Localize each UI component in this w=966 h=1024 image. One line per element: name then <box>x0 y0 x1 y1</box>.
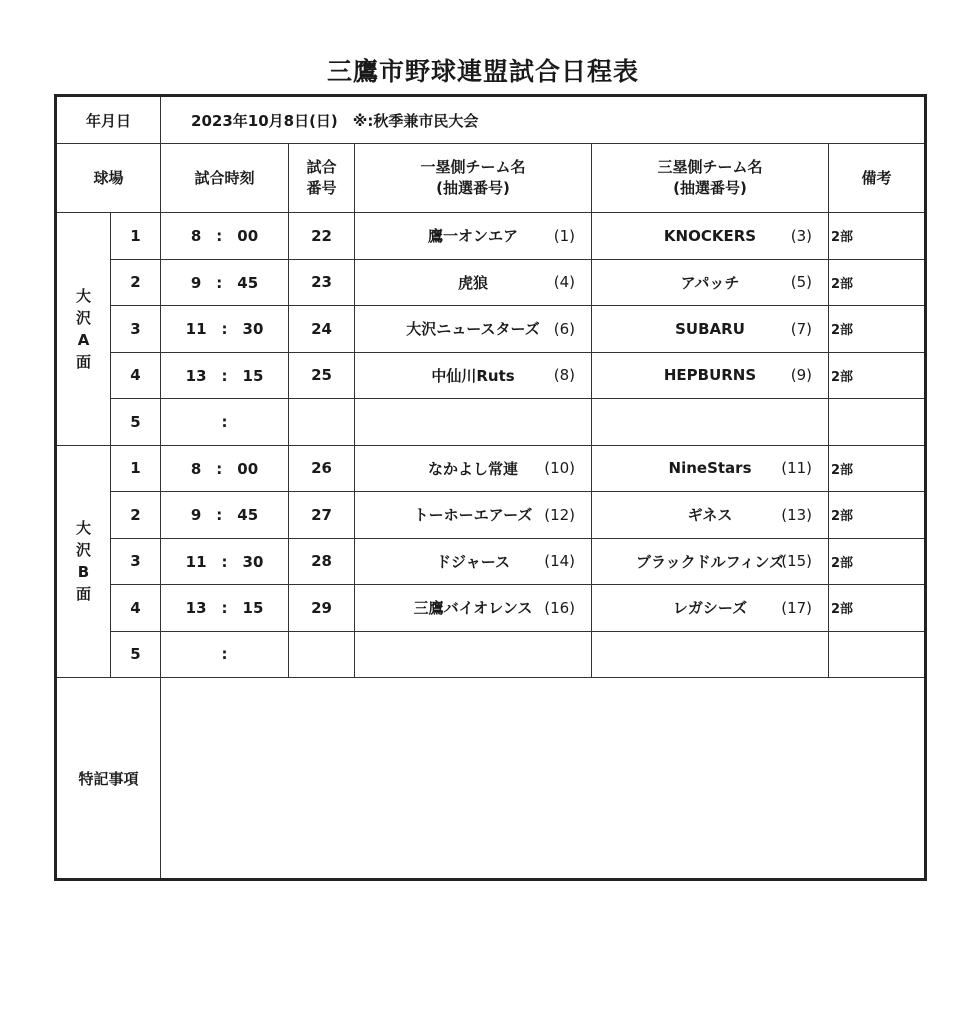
first-base-team-name: 鷹一オンエア <box>428 227 519 246</box>
game-time: 8 : 00 <box>161 445 289 492</box>
third-base-team-name: HEPBURNS <box>663 366 757 385</box>
first-base-lottery-number: (10) <box>544 459 576 478</box>
game-slot-number: 5 <box>111 399 161 446</box>
first-base-lottery-number: (1) <box>553 226 576 245</box>
column-header-row <box>56 144 926 213</box>
game-number: 22 <box>289 213 355 260</box>
header-game-number: 試合 番号 <box>289 144 355 213</box>
date-label: 年月日 <box>56 96 161 144</box>
third-base-team-cell <box>592 492 829 539</box>
third-base-team-cell <box>592 259 829 306</box>
game-slot-number: 4 <box>111 585 161 632</box>
first-base-team-cell <box>355 213 592 260</box>
header-third-base-team: 三塁側チーム名 (抽選番号) <box>592 144 829 213</box>
table-row <box>56 585 926 632</box>
third-base-lottery-number: (5) <box>790 273 813 292</box>
third-base-team-cell <box>592 352 829 399</box>
third-base-lottery-number: (11) <box>781 459 813 478</box>
game-time: 11 : 30 <box>161 306 289 353</box>
game-number: 27 <box>289 492 355 539</box>
third-base-team-name: レガシーズ <box>672 599 748 618</box>
game-number: 23 <box>289 259 355 306</box>
first-base-team-cell <box>355 585 592 632</box>
remarks-cell: 2部 <box>829 352 926 399</box>
table-row <box>56 538 926 585</box>
table-row <box>56 399 926 446</box>
game-number: 29 <box>289 585 355 632</box>
game-number: 28 <box>289 538 355 585</box>
third-base-team-name: ギネス <box>687 506 733 525</box>
special-notes-label: 特記事項 <box>56 678 161 880</box>
game-time: 13 : 15 <box>161 352 289 399</box>
third-base-lottery-number: (3) <box>790 226 813 245</box>
first-base-team-cell <box>355 259 592 306</box>
game-time: 11 : 30 <box>161 538 289 585</box>
header-first-base-team: 一塁側チーム名 (抽選番号) <box>355 144 592 213</box>
third-base-team-name: アパッチ <box>680 273 740 292</box>
game-slot-number: 2 <box>111 492 161 539</box>
schedule-table <box>54 94 927 881</box>
third-base-team-cell <box>592 399 829 446</box>
table-row <box>56 352 926 399</box>
game-slot-number: 2 <box>111 259 161 306</box>
venue-name: 大 沢 A 面 <box>56 213 111 446</box>
first-base-lottery-number: (4) <box>553 273 576 292</box>
page-title: 三鷹市野球連盟試合日程表 <box>326 57 639 86</box>
remarks-cell: 2部 <box>829 306 926 353</box>
game-time: 9 : 45 <box>161 259 289 306</box>
game-slot-number: 5 <box>111 631 161 678</box>
third-base-team-cell <box>592 538 829 585</box>
first-base-team-name: 中仙川Ruts <box>431 366 515 385</box>
header-time: 試合時刻 <box>161 144 289 213</box>
first-base-lottery-number: (14) <box>544 552 576 571</box>
third-base-team-cell <box>592 213 829 260</box>
first-base-team-name: トーホーエアーズ <box>413 506 533 525</box>
header-venue: 球場 <box>56 144 161 213</box>
first-base-team-cell <box>355 352 592 399</box>
third-base-lottery-number: (15) <box>781 552 813 571</box>
game-time: : <box>161 399 289 446</box>
special-notes-content <box>161 678 926 880</box>
third-base-lottery-number: (17) <box>781 598 813 617</box>
first-base-team-cell <box>355 538 592 585</box>
game-number: 26 <box>289 445 355 492</box>
table-row <box>56 213 926 260</box>
first-base-team-cell <box>355 492 592 539</box>
first-base-team-cell <box>355 306 592 353</box>
third-base-team-name: ブラックドルフィンズ <box>635 552 785 571</box>
first-base-team-cell <box>355 631 592 678</box>
game-time: 13 : 15 <box>161 585 289 632</box>
third-base-team-name: SUBARU <box>675 319 745 338</box>
third-base-team-cell <box>592 306 829 353</box>
third-base-team-cell <box>592 585 829 632</box>
game-number: 24 <box>289 306 355 353</box>
third-base-lottery-number: (13) <box>781 505 813 524</box>
first-base-team-name: 三鷹バイオレンス <box>413 599 533 618</box>
first-base-lottery-number: (6) <box>553 319 576 338</box>
first-base-team-cell <box>355 445 592 492</box>
first-base-team-name: 虎狼 <box>458 273 489 292</box>
game-slot-number: 3 <box>111 538 161 585</box>
first-base-team-name: ドジャース <box>436 552 510 571</box>
game-number <box>289 631 355 678</box>
first-base-lottery-number: (8) <box>553 366 576 385</box>
first-base-lottery-number: (12) <box>544 505 576 524</box>
remarks-cell: 2部 <box>829 213 926 260</box>
game-time: 8 : 00 <box>161 213 289 260</box>
third-base-team-name: NineStars <box>668 459 752 478</box>
table-row <box>56 259 926 306</box>
game-number <box>289 399 355 446</box>
third-base-lottery-number: (7) <box>790 319 813 338</box>
game-slot-number: 1 <box>111 213 161 260</box>
third-base-team-cell <box>592 445 829 492</box>
first-base-team-name: 大沢ニュースターズ <box>406 320 540 339</box>
table-row <box>56 445 926 492</box>
game-time: 9 : 45 <box>161 492 289 539</box>
venue-name: 大 沢 B 面 <box>56 445 111 678</box>
remarks-cell: 2部 <box>829 538 926 585</box>
table-row <box>56 306 926 353</box>
first-base-team-name: なかよし常連 <box>428 459 519 478</box>
game-number: 25 <box>289 352 355 399</box>
game-slot-number: 1 <box>111 445 161 492</box>
remarks-cell: 2部 <box>829 445 926 492</box>
remarks-cell <box>829 631 926 678</box>
first-base-team-cell <box>355 399 592 446</box>
header-remarks: 備考 <box>829 144 926 213</box>
third-base-lottery-number: (9) <box>790 366 813 385</box>
table-row <box>56 631 926 678</box>
date-row <box>56 96 926 144</box>
table-row <box>56 492 926 539</box>
date-value: 2023年10月8日(日) ※:秋季兼市民大会 <box>161 96 926 144</box>
game-time: : <box>161 631 289 678</box>
remarks-cell: 2部 <box>829 585 926 632</box>
game-slot-number: 4 <box>111 352 161 399</box>
third-base-team-name: KNOCKERS <box>663 226 757 245</box>
remarks-cell: 2部 <box>829 492 926 539</box>
game-slot-number: 3 <box>111 306 161 353</box>
remarks-cell: 2部 <box>829 259 926 306</box>
special-notes-row <box>56 678 926 880</box>
third-base-team-cell <box>592 631 829 678</box>
first-base-lottery-number: (16) <box>544 598 576 617</box>
remarks-cell <box>829 399 926 446</box>
